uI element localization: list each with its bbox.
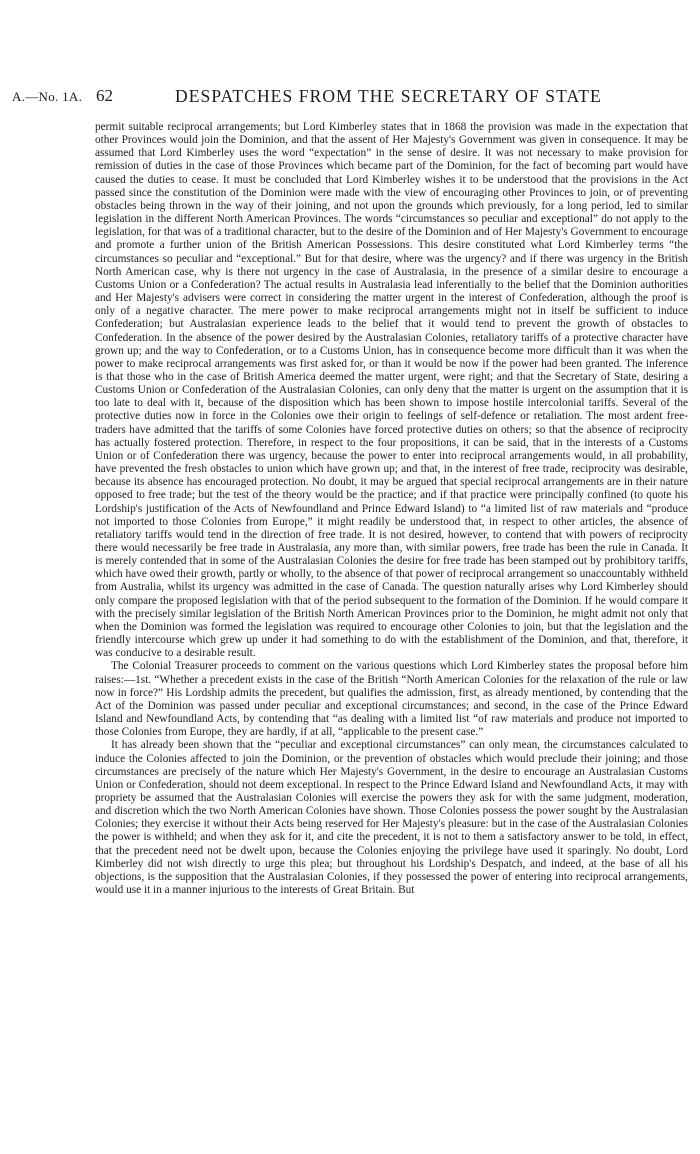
page-number: 62 [96,86,113,105]
document-reference: A.—No. 1A. [12,89,83,104]
paragraph: The Colonial Treasurer proceeds to comment on the various questions which Lord Kimberley states the proposal before him raises:—1st. “Whether a precedent exists in the case of the British “North American Colonies for the relaxation of the rule or law now in force?” His Lordship admits the precedent, but qualifies the admission, first, as already mentioned, by contending that the Act of the Dominion was passed under peculiar and exceptional circumstances; and second, in the case of the Prince Edward Island and Newfoundland Acts, by contending that “as dealing with a limited list “of raw materials and produce not imported to those Colonies from Europe, they are hardly, if at all, “applicable to the present case.” [95,660,688,739]
page-header [0,85,700,115]
running-title: DESPATCHES FROM THE SECRETARY OF STATE [175,86,602,106]
paragraph: permit suitable reciprocal arrangements; but Lord Kimberley states that in 1868 the provision was made in the expectation that other Provinces would join the Dominion, and that the assent of Her Majesty's Government was given in consequence. It may be assumed that Lord Kimberley uses the word “expectation” in the sense of desire. It was not necessary to make provision for remission of duties in the case of those Provinces which became part of the Dominion, for the fact of becoming part would have caused the duties to cease. It must be concluded that Lord Kimberley wishes it to be understood that the provisions in the Act passed since the constitution of the Dominion were made with the view of encouraging other Provinces to join, or of preventing obstacles being thrown in the way of their joining, and not upon the grounds which previously, for a long period, led to similar legislation in the different North American Provinces. The words “circumstances so peculiar and exceptional” do not apply to the legislation, for that was of a traditional character, but to the desire of the Dominion and of Her Majesty's Government to encourage and promote a further union of the British American Possessions. This desire constituted what Lord Kimberley terms “the circumstances so peculiar and “exceptional.” But for that desire, where was the urgency? and if there was urgency in the British North American case, why is there not urgency in the case of Australasia, in the presence of a similar desire to encourage a Customs Union or a Confederation? The actual results in Australasia lead inferentially to the belief that the Dominion authorities and Her Majesty's advisers were correct in considering the matter urgent in the interest of Confederation, although the proof is only of a negative character. The mere power to make reciprocal arrangements might not in itself be sufficient to induce Confederation; but Australasian experience leads to the belief that it would tend to prevent the growth of obstacles to Confederation. In the absence of the power desired by the Australasian Colonies, retaliatory tariffs of a protective character have grown up; and the way to Confederation, or to a Customs Union, has in consequence become more difficult than it was when the power to make reciprocal arrangements was first asked for, or than it would be now if the power had been granted. The inference is that those who in the case of British America deemed the matter urgent, were right; and that the Secretary of State, desiring a Customs Union or Confederation of the Australasian Colonies, can only deny that the matter is urgent on the assumption that it is too late to deal with it, because of the disposition which has been shown to impose hostile intercolonial tariffs. Several of the protective duties now in force in the Colonies owe their origin to feelings of self-defence or retaliation. The most ardent free-traders have admitted that the tariffs of some Colonies have forced protective duties on others; so that the absence of reciprocity has actually fostered protection. Therefore, in respect to the four propositions, it can be said, that in the interests of a Customs Union or of Confederation there was urgency, because the power to enter into reciprocal arrangements would, in all probability, have prevented the fresh obstacles to union which have grown up; and that, in the interest of free trade, reciprocity was desirable, because its absence has encouraged protection. No doubt, it may be argued that special reciprocal arrangements are in their nature opposed to free trade; but the test of the theory would be the practice; and if that practice were principally confined (to quote his Lordship's justification of the Acts of Newfoundland and Prince Edward Island) to “a limited list of raw materials and “produce not imported to those Colonies from Europe,” it might readily be understood that, in respect to other articles, the absence of retaliatory tariffs would tend in the direction of free trade. It is not desired, however, to contend that with powers of reciprocity there would necessarily be free trade in Australasia, any more than, with similar powers, free trade has been the rule in Canada. It is merely contended that in some of the Australasian Colonies the desire for free trade has been stamped out by prohibitory tariffs, which have owed their growth, partly or wholly, to the absence of that power of reciprocal arrangement so unaccountably withheld from Australia, whilst its urgency was admitted in the case of Canada. The question naturally arises why Lord Kimberley should only compare the proposed legislation with that of the period subsequent to the formation of the Dominion. If he would compare it with the precisely similar legislation of the British North American Provinces prior to the Dominion, he might admit not only that when the Dominion was formed the legislation was required to encourage other Colonies to join, but that the legislation and the friendly intercourse which grew up under it had something to do with the establishment of the Dominion, and that, therefore, it was conducive to a desirable result. [95,121,688,660]
paragraph: It has already been shown that the “peculiar and exceptional circumstances” can only mean, the circumstances calculated to induce the Colonies affected to join the Dominion, or the prevention of obstacles which would preclude their joining; and those circumstances are precisely of the nature which Her Majesty's Government, in the desire to encourage an Australasian Customs Union or Confederation, should not deem exceptional. In respect to the Prince Edward Island and Newfoundland Acts, it may with propriety be assumed that the Australasian Colonies will exercise the powers they ask for with the same judgment, moderation, and discretion which the two North American Colonies have shown. Those Colonies possess the power sought by the Australasian Colonies; they exercise it without their Acts being reserved for Her Majesty's pleasure: but in the case of the Australasian Colonies the power is withheld; and when they ask for it, and cite the precedent, it is not to them a satisfactory answer to be told, in effect, that the precedent need not be dwelt upon, because the Colonies enjoying the privilege have used it sparingly. No doubt, Lord Kimberley did not wish directly to urge this plea; but throughout his Lordship's Despatch, and indeed, at the base of all his objections, is the supposition that the Australasian Colonies, if they possessed the power of entering into reciprocal arrangements, would use it in a manner injurious to the interests of Great Britain. But [95,739,688,897]
body-text [95,121,688,897]
